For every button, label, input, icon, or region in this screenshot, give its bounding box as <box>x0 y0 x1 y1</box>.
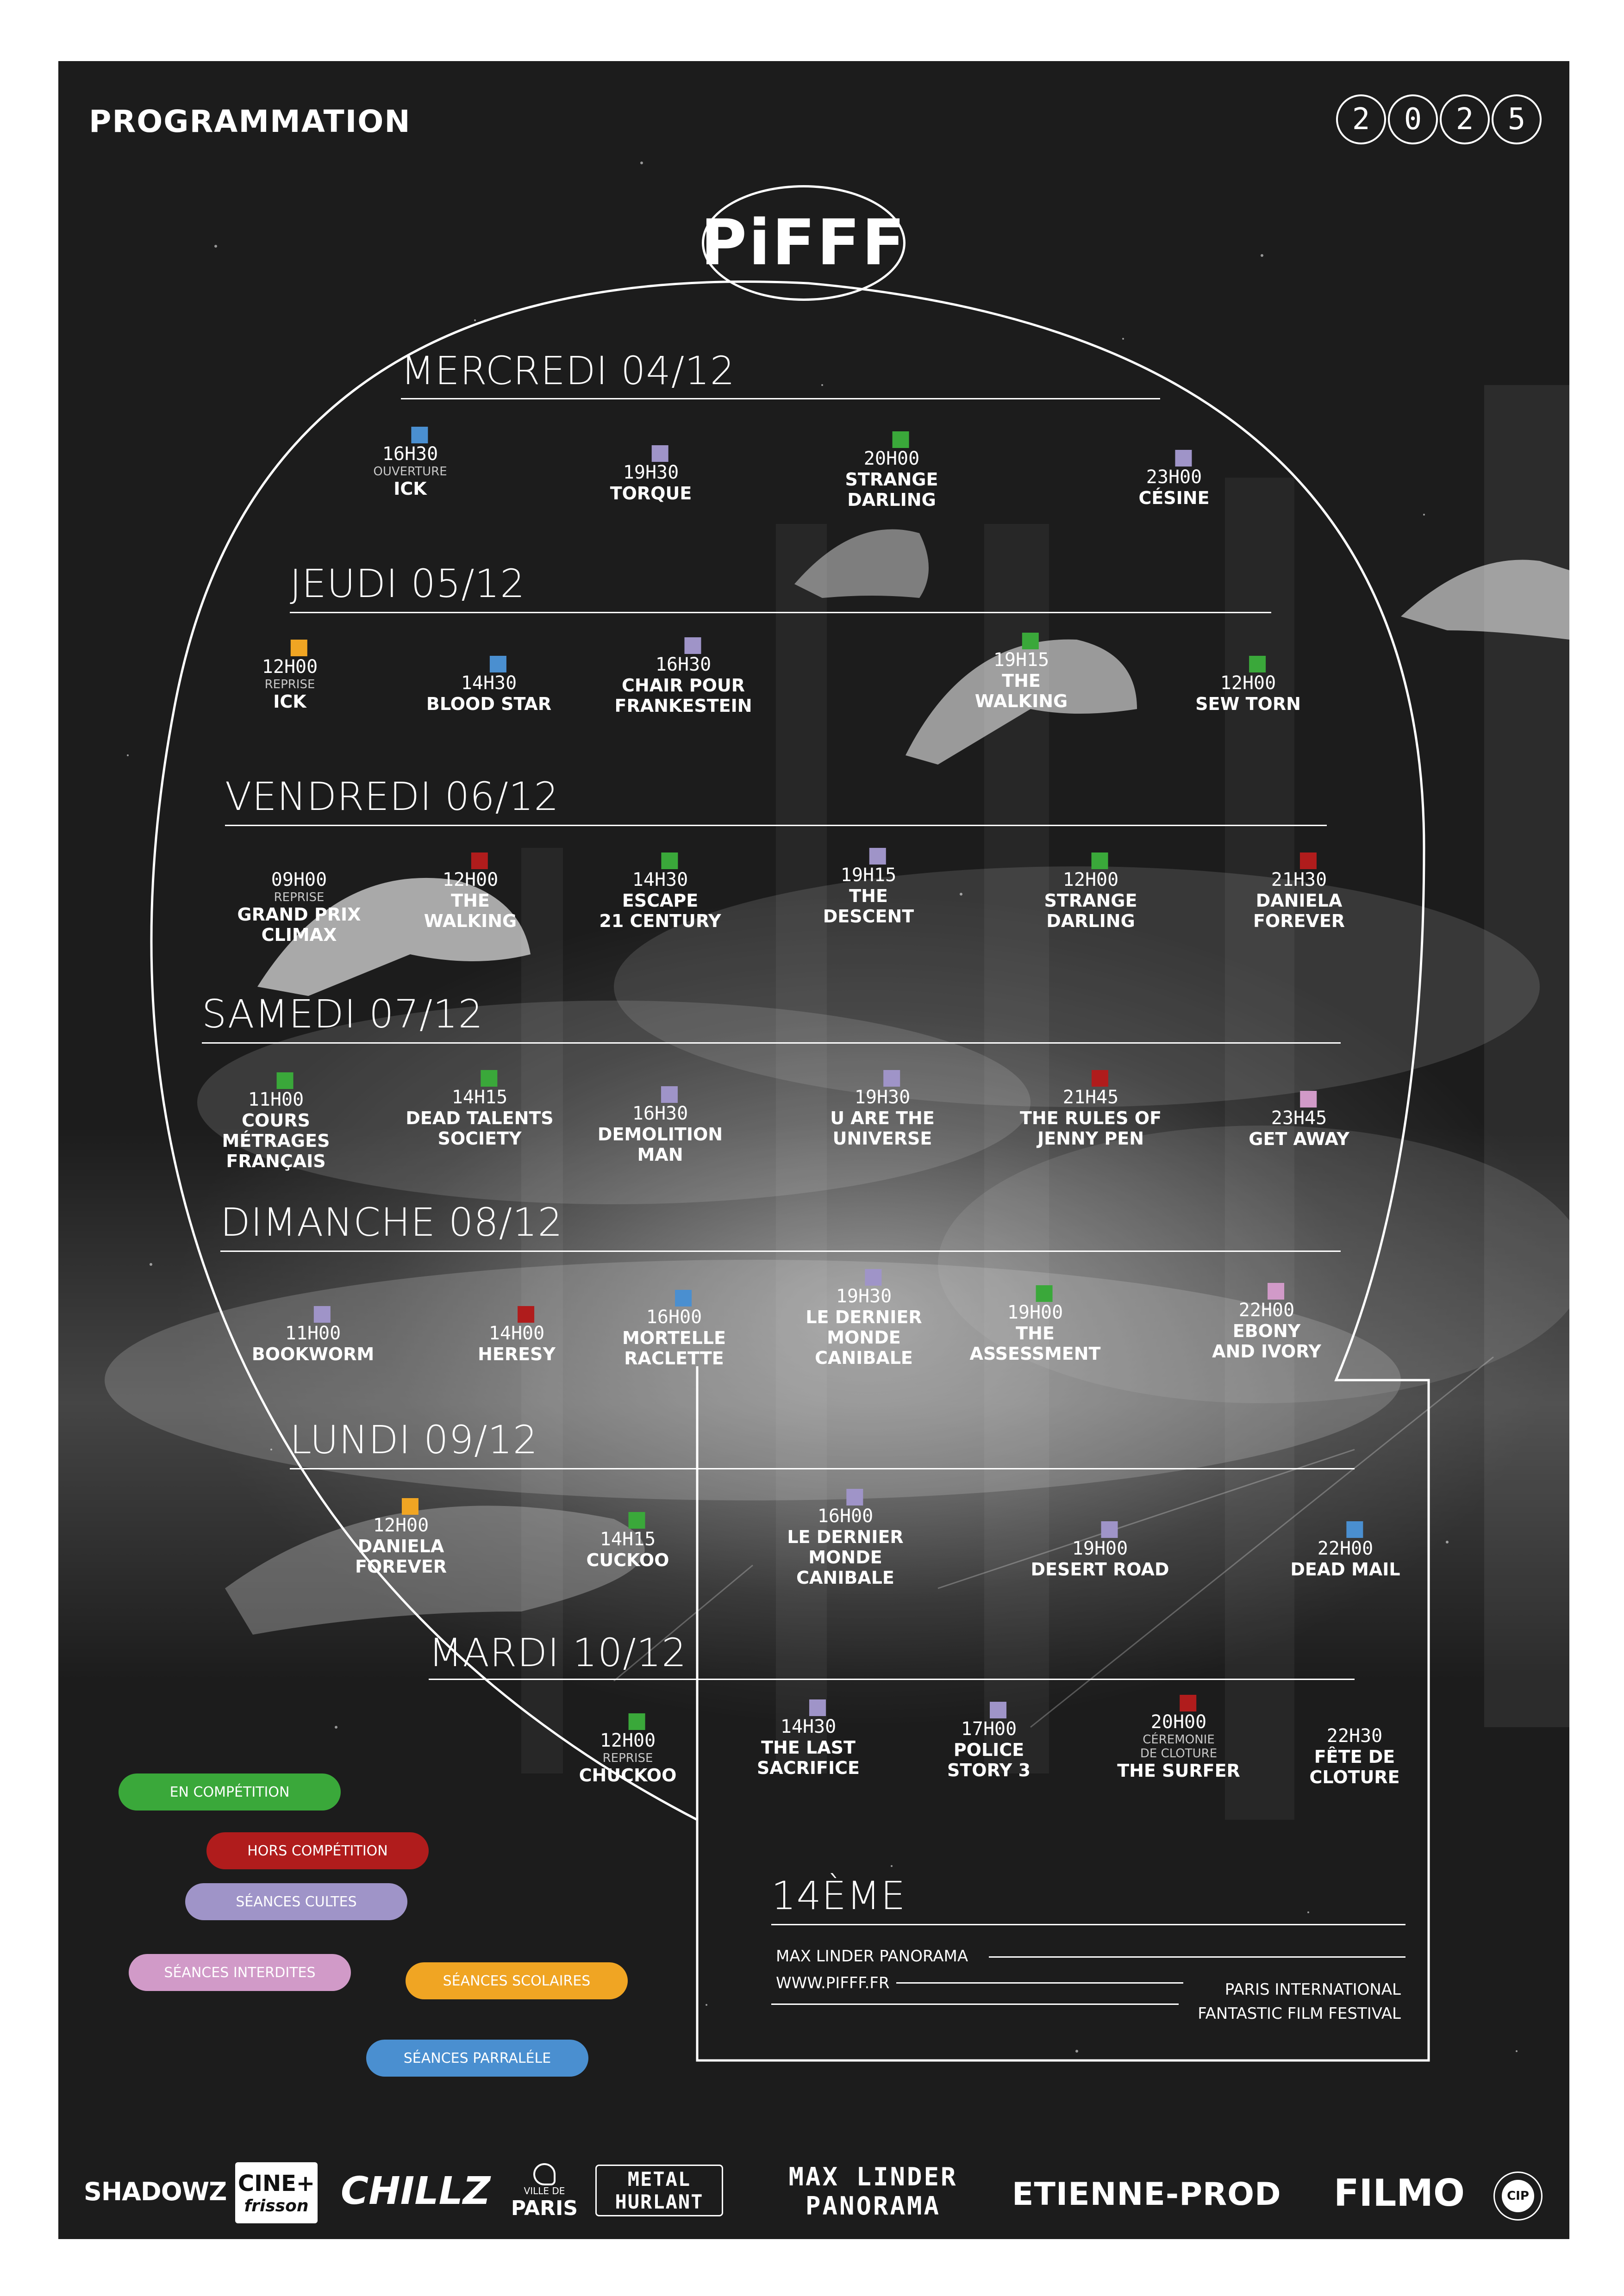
year-digit: 0 <box>1388 94 1438 144</box>
screening <box>1117 1695 1240 1781</box>
screening <box>622 1290 726 1369</box>
screening-time: 22H00 <box>1238 1300 1295 1321</box>
category-marker <box>809 1699 826 1716</box>
metal-hurlant-logo <box>595 2165 723 2216</box>
film-title: GRAND PRIX CLIMAX <box>237 904 361 945</box>
film-title: GET AWAY <box>1249 1129 1349 1149</box>
screening <box>355 1498 447 1577</box>
screening <box>806 1269 922 1368</box>
screening <box>222 1072 330 1171</box>
screening-time: 12H00 <box>442 869 499 890</box>
poster-title: PROGRAMMATION <box>89 104 411 139</box>
max-linder-panorama-logo <box>750 2162 996 2221</box>
screening <box>373 427 447 499</box>
film-title: COURS MÉTRAGES FRANÇAIS <box>222 1110 330 1171</box>
film-title: THE WALKING <box>424 890 517 931</box>
screening <box>424 852 517 931</box>
screening <box>1212 1283 1321 1362</box>
screening-time: 19H15 <box>993 649 1049 671</box>
film-title: DEMOLITION MAN <box>597 1124 723 1165</box>
film-title: CUCKOO <box>586 1550 669 1570</box>
day-heading: SAMEDI 07/12 <box>202 991 484 1037</box>
film-title: TORQUE <box>610 483 692 504</box>
film-title: DANIELA FOREVER <box>1253 890 1345 931</box>
category-marker <box>481 1070 497 1087</box>
category-marker <box>1092 852 1108 869</box>
category-marker <box>277 1072 294 1089</box>
legend-label: SÉANCES INTERDITES <box>164 1964 316 1981</box>
legend-label: SÉANCES PARRALÉLE <box>403 2050 551 2066</box>
screening <box>845 431 938 510</box>
legend-label: SÉANCES CULTES <box>236 1893 357 1910</box>
category-marker <box>518 1306 534 1323</box>
screening-time: 12H00 <box>600 1730 656 1751</box>
category-marker <box>883 1070 900 1087</box>
screening-note: REPRISE <box>602 1751 653 1765</box>
film-title: ESCAPE 21 CENTURY <box>599 890 721 931</box>
day-rule <box>220 1251 1341 1252</box>
category-marker <box>1268 1283 1284 1300</box>
category-marker <box>402 1498 418 1515</box>
screening-time: 16H30 <box>655 654 712 675</box>
screening-time: 11H00 <box>248 1089 304 1110</box>
screening <box>787 1489 903 1588</box>
chillz-logo: CHILLZ <box>341 2169 491 2213</box>
info-rule <box>896 1982 1183 1984</box>
category-marker <box>846 1489 863 1506</box>
screening-note: REPRISE <box>264 678 315 691</box>
day-rule <box>202 1042 1341 1044</box>
category-marker <box>1249 656 1266 672</box>
screening <box>614 637 752 716</box>
film-title: EBONY AND IVORY <box>1212 1321 1321 1362</box>
category-marker <box>990 1702 1006 1718</box>
category-marker <box>629 1512 645 1529</box>
screening-note: REPRISE <box>274 890 325 904</box>
category-marker <box>1101 1521 1118 1538</box>
film-title: POLICE STORY 3 <box>947 1740 1031 1780</box>
screening-time: 12H00 <box>1062 869 1119 890</box>
screening <box>262 640 318 712</box>
category-marker <box>1175 450 1192 467</box>
screening-time: 12H00 <box>373 1515 429 1536</box>
screening-time: 09H00 <box>271 869 327 890</box>
screening-time: 12H00 <box>1220 672 1276 694</box>
category-marker <box>684 637 701 654</box>
film-title: MORTELLE RACLETTE <box>622 1328 726 1369</box>
screening-time: 14H30 <box>632 869 688 890</box>
screening <box>1044 852 1137 931</box>
screening-time: 19H30 <box>836 1286 892 1307</box>
film-title: BLOOD STAR <box>426 694 552 714</box>
poster <box>58 61 1569 2239</box>
film-title: CHUCKOO <box>579 1765 677 1786</box>
screening <box>587 1512 669 1570</box>
screening-time: 22H00 <box>1317 1538 1374 1559</box>
screening <box>1290 1521 1400 1580</box>
screening <box>1020 1070 1162 1149</box>
category-marker <box>1092 1070 1108 1087</box>
category-marker <box>411 427 428 443</box>
screening <box>1309 1709 1399 1787</box>
day-heading: LUNDI 09/12 <box>290 1417 538 1462</box>
etienne-prod-logo: ETIENNE-PROD <box>1012 2176 1281 2213</box>
screening-time: 12H00 <box>262 656 318 678</box>
screening-time: 17H00 <box>961 1718 1017 1740</box>
screening-time: 14H30 <box>461 672 517 694</box>
screening-time: 14H00 <box>488 1323 545 1344</box>
screening <box>947 1702 1031 1780</box>
screening-time: 19H00 <box>1072 1538 1128 1559</box>
screening <box>610 445 692 504</box>
pifff-logo-text: PiFFF <box>700 206 907 280</box>
day-rule <box>429 1679 1355 1680</box>
screening <box>598 1086 723 1165</box>
category-marker <box>865 1269 881 1286</box>
film-title: CÉSINE <box>1138 488 1210 508</box>
category-marker <box>893 431 909 448</box>
screening-time: 11H00 <box>285 1323 341 1344</box>
website: WWW.PIFFF.FR <box>776 1974 890 1992</box>
screening-time: 22H30 <box>1326 1725 1383 1747</box>
screening <box>237 852 361 945</box>
screening <box>757 1699 860 1778</box>
cine-frisson-logo <box>235 2162 318 2223</box>
screening-time: 16H30 <box>382 443 438 465</box>
category-marker <box>1300 852 1317 869</box>
category-marker <box>652 445 668 462</box>
ville-de-paris-logo <box>503 2163 586 2220</box>
category-marker <box>291 640 307 656</box>
cip-inner <box>1502 2180 1534 2212</box>
category-marker <box>1180 1695 1196 1711</box>
screening <box>252 1306 374 1364</box>
screening-time: 16H00 <box>646 1307 702 1328</box>
screening <box>478 1306 556 1364</box>
year-digit: 5 <box>1492 94 1542 144</box>
screening-note: CÉREMONIE DE CLOTURE <box>1140 1733 1218 1761</box>
info-rule <box>771 2004 1179 2005</box>
screening-time: 20H00 <box>863 448 920 469</box>
metal-text: METAL <box>627 2168 691 2190</box>
category-marker <box>1022 633 1039 649</box>
film-title: DEAD TALENTS SOCIETY <box>406 1108 554 1149</box>
screening-time: 16H00 <box>817 1506 874 1527</box>
film-title: STRANGE DARLING <box>845 469 938 510</box>
film-title: THE LAST SACRIFICE <box>756 1737 860 1778</box>
ville-de-text: VILLE DE <box>524 2185 565 2196</box>
screening-time: 14H15 <box>451 1087 508 1108</box>
screening <box>579 1713 677 1786</box>
screening-time: 19H15 <box>840 865 897 886</box>
screening-time: 21H30 <box>1271 869 1327 890</box>
category-marker <box>661 1086 678 1103</box>
legend-label: EN COMPÉTITION <box>169 1784 290 1800</box>
day-rule <box>401 398 1160 399</box>
category-marker <box>490 656 506 672</box>
festival-name-line1: PARIS INTERNATIONAL <box>1224 1980 1401 1999</box>
day-heading: DIMANCHE 08/12 <box>220 1200 563 1245</box>
film-title: LE DERNIER MONDE CANIBALE <box>806 1307 922 1368</box>
screening <box>1195 656 1301 714</box>
cip-logo <box>1493 2172 1543 2221</box>
category-marker <box>1036 1285 1053 1302</box>
legend-label: SÉANCES SCOLAIRES <box>443 1972 591 1989</box>
screening <box>830 1070 935 1149</box>
film-title: DANIELA FOREVER <box>355 1536 447 1577</box>
day-heading: MARDI 10/12 <box>429 1630 687 1675</box>
venue-name: MAX LINDER PANORAMA <box>776 1947 968 1966</box>
shadowz-logo: SHADOWZ <box>84 2177 227 2206</box>
day-rule <box>225 825 1327 826</box>
category-marker <box>314 1306 331 1323</box>
screening-time: 19H30 <box>623 462 679 483</box>
cine-plus-text: CINE+ <box>237 2170 315 2196</box>
year-digit: 2 <box>1336 94 1386 144</box>
paris-emblem-icon <box>533 2163 556 2185</box>
category-marker <box>1300 1091 1317 1108</box>
screening <box>1249 1091 1349 1149</box>
screening-time: 23H00 <box>1146 467 1202 488</box>
cip-text: CIP <box>1507 2189 1529 2203</box>
screening <box>975 633 1068 711</box>
screening <box>823 848 914 927</box>
film-title: THE DESCENT <box>823 886 914 927</box>
hurlant-text: HURLANT <box>615 2190 704 2213</box>
screening <box>970 1285 1101 1364</box>
screening-time: 19H00 <box>1007 1302 1063 1323</box>
film-title: CHAIR POUR FRANKESTEIN <box>614 675 752 716</box>
film-title: THE RULES OF JENNY PEN <box>1019 1108 1162 1149</box>
screening <box>599 852 721 931</box>
film-title: U ARE THE UNIVERSE <box>830 1108 935 1149</box>
film-title: ICK <box>394 479 427 499</box>
screening-time: 16H30 <box>632 1103 688 1124</box>
film-title: DEAD MAIL <box>1290 1559 1400 1580</box>
category-marker <box>869 848 886 865</box>
frisson-text: frisson <box>244 2196 309 2215</box>
info-rule <box>989 1956 1405 1958</box>
screening <box>406 1070 553 1149</box>
film-title: LE DERNIER MONDE CANIBALE <box>787 1527 904 1588</box>
category-marker <box>661 852 678 869</box>
filmo-logo: FILMO <box>1334 2172 1465 2215</box>
edition-number: 14ÈME <box>771 1873 906 1918</box>
screening-time: 19H30 <box>854 1087 911 1108</box>
screening-time: 14H15 <box>600 1529 656 1550</box>
film-title: FÊTE DE CLOTURE <box>1309 1747 1400 1787</box>
screening <box>1031 1521 1169 1580</box>
festival-info <box>771 1873 1419 2049</box>
film-title: THE WALKING <box>974 671 1068 711</box>
day-heading: JEUDI 05/12 <box>290 561 525 606</box>
day-rule <box>290 612 1271 613</box>
screening-time: 20H00 <box>1150 1711 1207 1733</box>
film-title: HERESY <box>478 1344 556 1364</box>
film-title: THE ASSESSMENT <box>969 1323 1101 1364</box>
panorama-text: PANORAMA <box>805 2191 941 2221</box>
max-linder-text: MAX LINDER <box>788 2162 958 2191</box>
day-rule <box>290 1468 1355 1469</box>
screening-time: 21H45 <box>1062 1087 1119 1108</box>
film-title: THE SURFER <box>1117 1761 1240 1781</box>
category-marker <box>1346 1521 1363 1538</box>
info-rule <box>771 1924 1405 1925</box>
screening-note: OUVERTURE <box>373 465 447 479</box>
day-heading: MERCREDI 04/12 <box>401 348 736 393</box>
screening <box>1253 852 1345 931</box>
day-heading: VENDREDI 06/12 <box>225 774 559 819</box>
sponsor-logos <box>58 2153 1569 2236</box>
year-digit: 2 <box>1440 94 1490 144</box>
screening <box>426 656 551 714</box>
film-title: BOOKWORM <box>251 1344 375 1364</box>
category-marker <box>675 1290 692 1307</box>
screening-time: 23H45 <box>1271 1108 1327 1129</box>
category-marker <box>629 1713 645 1730</box>
screening <box>1138 450 1209 508</box>
category-marker <box>471 852 488 869</box>
festival-name-line2: FANTASTIC FILM FESTIVAL <box>1198 2004 1401 2023</box>
film-title: DESERT ROAD <box>1031 1559 1169 1580</box>
screening-time: 14H30 <box>780 1716 837 1737</box>
legend-label: HORS COMPÉTITION <box>247 1842 388 1859</box>
film-title: STRANGE DARLING <box>1044 890 1137 931</box>
film-title: SEW TORN <box>1195 694 1301 714</box>
paris-text: PARIS <box>511 2196 578 2220</box>
film-title: ICK <box>273 691 306 712</box>
